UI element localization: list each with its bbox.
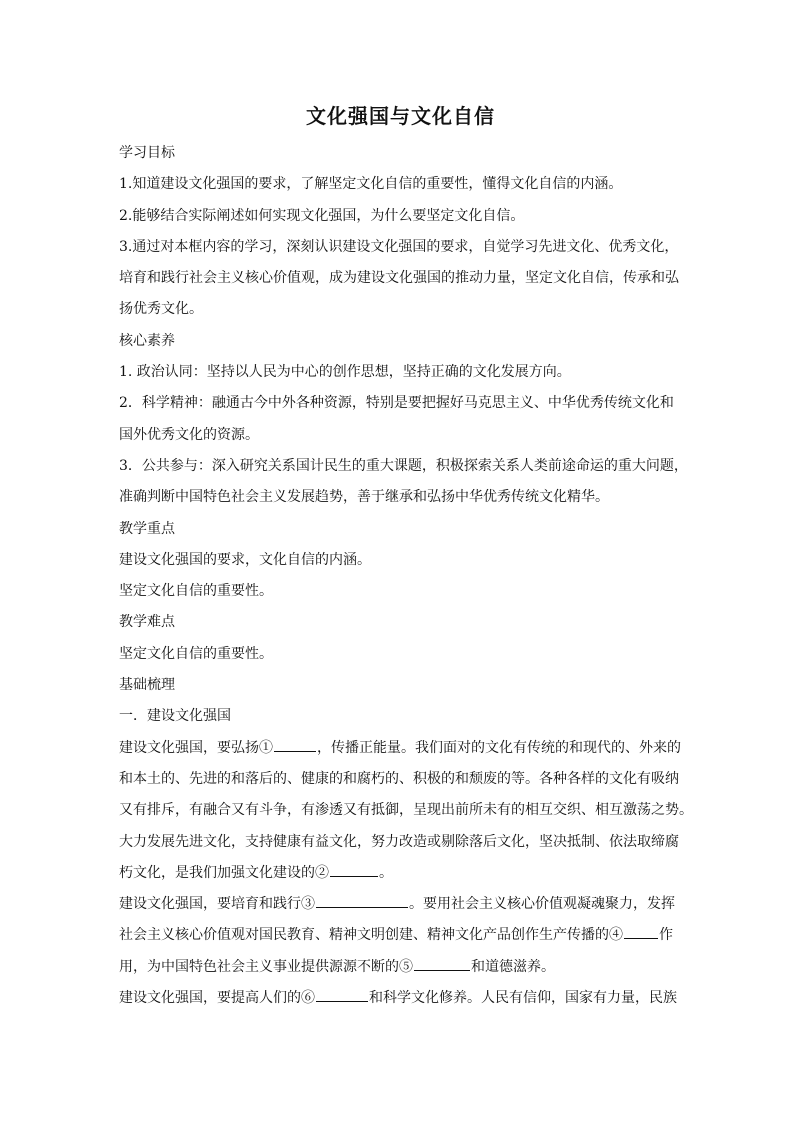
basics-p1-line-2: 和本土的、先进的和落后的、健康的和腐朽的、积极的和颓废的等。各种各样的文化有吸纳 — [119, 770, 679, 787]
difficulty-1: 坚定文化自信的重要性。 — [119, 645, 273, 662]
document-title: 文化强国与文化自信 — [306, 104, 495, 128]
section-heading-objectives: 学习目标 — [119, 145, 175, 161]
section-heading-key-points: 教学重点 — [119, 520, 175, 537]
basics-subheading: 一．建设文化强国 — [119, 708, 231, 725]
fill-in-blank-6[interactable] — [316, 987, 368, 1002]
key-point-1: 建设文化强国的要求，文化自信的内涵。 — [119, 551, 371, 568]
fill-in-blank-5[interactable] — [414, 956, 470, 971]
text-run: 建设文化强国，要弘扬① — [119, 739, 273, 756]
text-run: 。要用社会主义核心价值观凝魂聚力，发挥 — [409, 896, 675, 913]
objective-3-line-2: 培育和践行社会主义核心价值观，成为建设文化强国的推动力量，坚定文化自信，传承和弘 — [119, 270, 679, 287]
literacy-3-line-2: 准确判断中国特色社会主义发展趋势，善于继承和弘扬中华优秀传统文化精华。 — [119, 489, 609, 506]
fill-in-blank-2[interactable] — [330, 862, 378, 877]
key-point-2: 坚定文化自信的重要性。 — [119, 583, 273, 600]
text-run: ，传播正能量。我们面对的文化有传统的和现代的、外来的 — [317, 739, 681, 756]
text-run: 用，为中国特色社会主义事业提供源源不断的⑤ — [119, 958, 413, 975]
fill-in-blank-3[interactable] — [316, 893, 408, 908]
fill-in-blank-4[interactable] — [624, 924, 658, 939]
text-run: 。 — [379, 864, 393, 881]
literacy-3-line-1: 3．公共参与：深入研究关系国计民生的重大课题，积极探索关系人类前途命运的重大问题， — [119, 457, 688, 474]
objective-2: 2.能够结合实际阐述如何实现文化强国，为什么要坚定文化自信。 — [119, 207, 525, 224]
objective-3-line-3: 扬优秀文化。 — [119, 301, 203, 318]
text-run: 朽文化，是我们加强文化建设的② — [119, 864, 329, 881]
basics-p3-line-1 — [119, 983, 682, 1014]
text-run: 社会主义核心价值观对国民教育、精神文明创建、精神文化产品创作生产传播的④ — [119, 927, 623, 944]
literacy-2-line-1: 2．科学精神：融通古今中外各种资源，特别是要把握好马克思主义、中华优秀传统文化和 — [119, 395, 674, 412]
fill-in-blank-1[interactable] — [274, 737, 316, 752]
basics-p2-line-3 — [119, 952, 682, 983]
text-run: 建设文化强国，要提高人们的⑥ — [119, 990, 315, 1007]
text-run: 建设文化强国，要培育和践行③ — [119, 896, 315, 913]
section-heading-literacy: 核心素养 — [119, 332, 175, 349]
basics-p1-line-1 — [119, 733, 682, 764]
basics-p1-line-4: 大力发展先进文化，支持健康有益文化，努力改造或剔除落后文化，坚决抵制、依法取缔腐 — [119, 833, 679, 850]
text-run: 和科学文化修养。人民有信仰，国家有力量，民族 — [369, 990, 677, 1007]
section-heading-difficulties: 教学难点 — [119, 614, 175, 631]
literacy-1: 1. 政治认同：坚持以人民为中心的创作思想，坚持正确的文化发展方向。 — [119, 364, 571, 381]
objective-1: 1.知道建设文化强国的要求，了解坚定文化自信的重要性，懂得文化自信的内涵。 — [119, 176, 623, 193]
basics-p2-line-1 — [119, 889, 682, 920]
basics-p1-line-5 — [119, 858, 682, 889]
literacy-2-line-2: 国外优秀文化的资源。 — [119, 426, 259, 443]
basics-p1-line-3: 又有排斥，有融合又有斗争，有渗透又有抵御，呈现出前所未有的相互交织、相互激荡之势。 — [119, 802, 693, 819]
basics-p2-line-2 — [119, 920, 682, 951]
text-run: 和道德滋养。 — [471, 958, 555, 975]
section-heading-basics: 基础梳理 — [119, 677, 175, 694]
text-run: 作 — [659, 927, 673, 944]
objective-3-line-1: 3.通过对本框内容的学习，深刻认识建设文化强国的要求，自觉学习先进文化、优秀文化， — [119, 238, 679, 255]
